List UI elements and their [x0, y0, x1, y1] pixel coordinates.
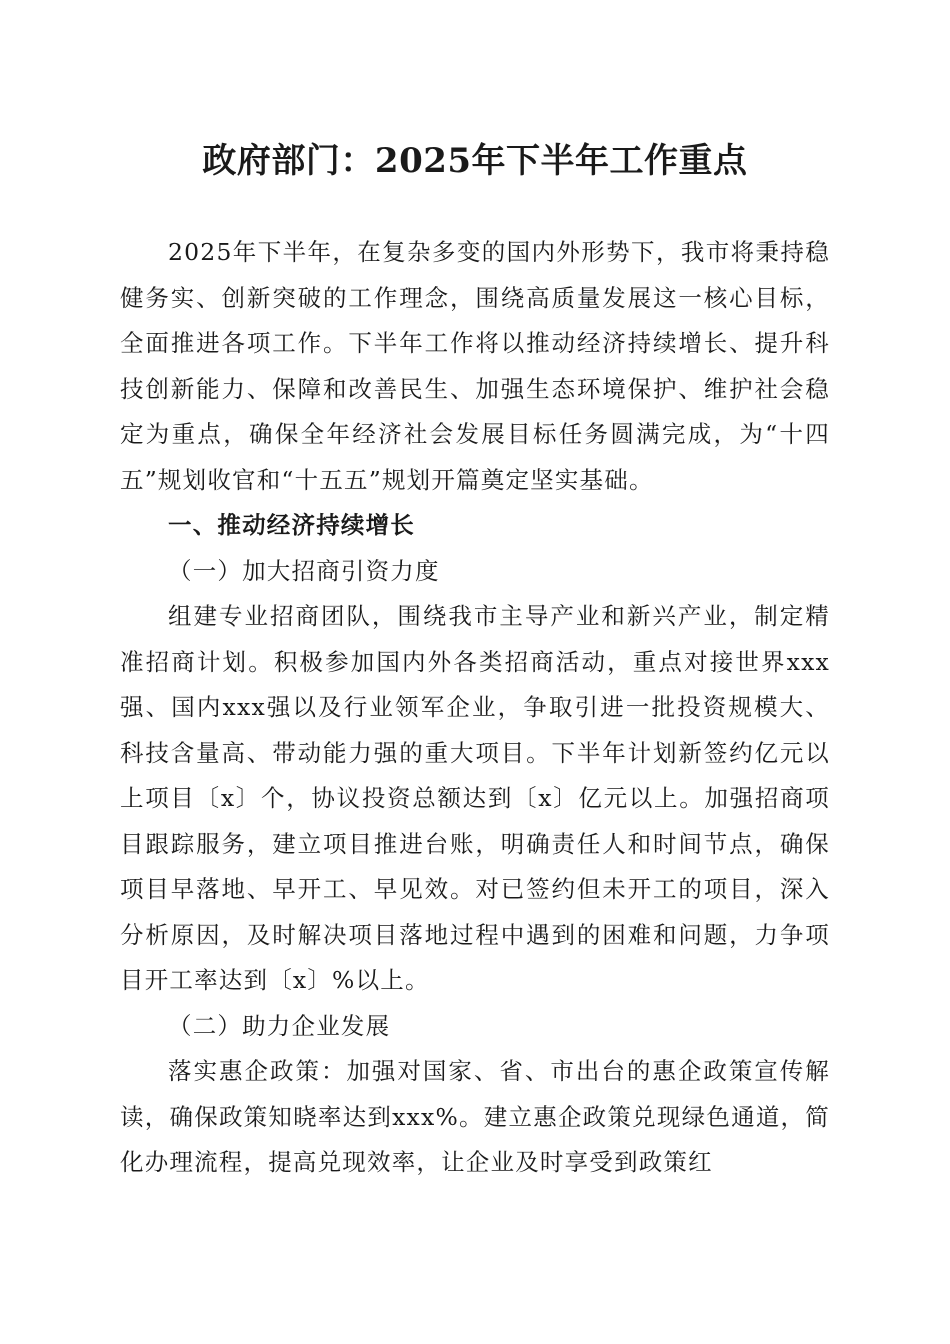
subsection-heading-investment: （一）加大招商引资力度 — [168, 556, 440, 585]
investment-paragraph: 组建专业招商团队，围绕我市主导产业和新兴产业，制定精准招商计划。积极参加国内外各类招商活动，重点对接世界xxx强、国内xxx强以及行业领军企业，争取引进一批投资规模大、科技含量高、带动能力强的重大项目。下半年计划新签约亿元以上项目〔x〕个，协议投资总额达到〔x〕亿元以上。加强招商项目跟踪服务，建立项目推进台账，明确责任人和时间节点，确保项目早落地、早开工、早见效。对已签约但未开工的项目，深入分析原因，及时解决项目落地过程中遇到的困难和问题，力争项目开工率达到〔x〕%以上。 — [120, 602, 830, 994]
enterprise-paragraph: 落实惠企政策：加强对国家、省、市出台的惠企政策宣传解读，确保政策知晓率达到xxx%。建立惠企政策兑现绿色通道，简化办理流程，提高兑现效率，让企业及时享受到政策红 — [120, 1057, 830, 1176]
intro-paragraph: 2025年下半年，在复杂多变的国内外形势下，我市将秉持稳健务实、创新突破的工作理念，围绕高质量发展这一核心目标，全面推进各项工作。下半年工作将以推动经济持续增长、提升科技创新能力、保障和改善民生、加强生态环境保护、维护社会稳定为重点，确保全年经济社会发展目标任务圆满完成，为“十四五”规划收官和“十五五”规划开篇奠定坚实基础。 — [120, 238, 830, 494]
document-body — [120, 230, 830, 1186]
document-title: 政府部门：2025年下半年工作重点 — [202, 141, 748, 181]
subsection-heading-enterprise: （二）助力企业发展 — [168, 1011, 391, 1040]
section-heading-economy: 一、推动经济持续增长 — [168, 511, 415, 539]
